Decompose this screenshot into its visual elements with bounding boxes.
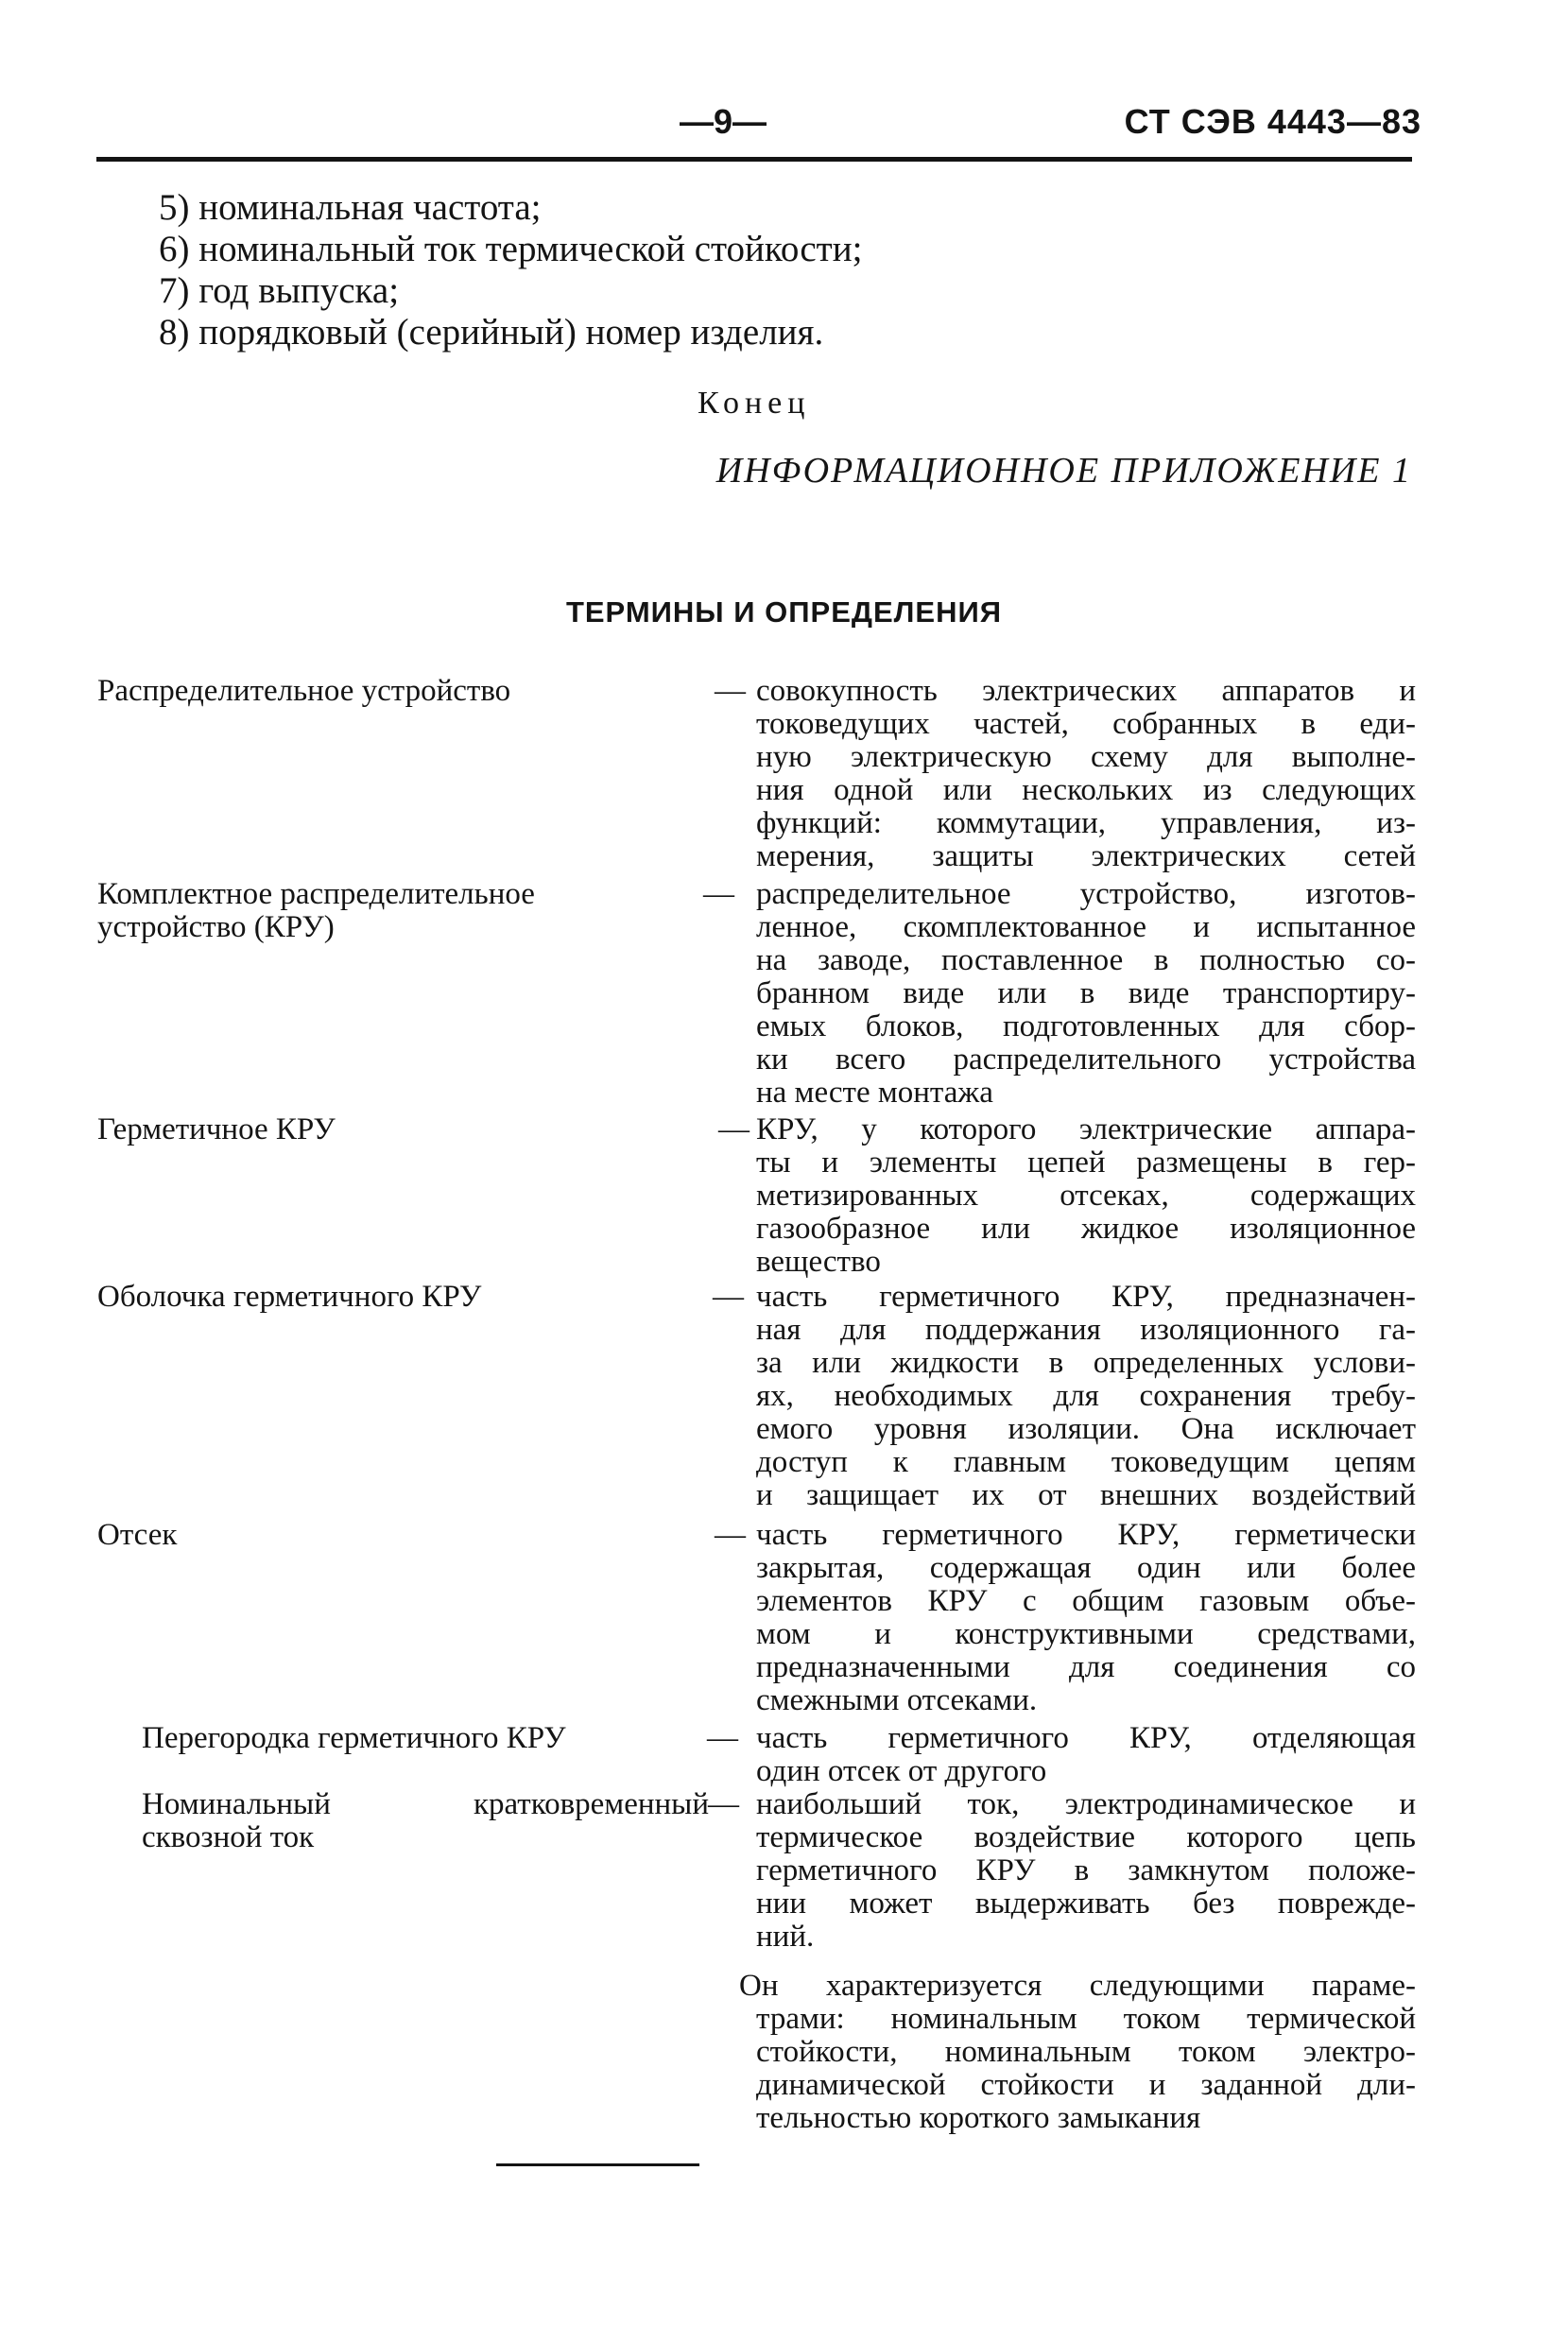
term-line-text: Номинальный кратковременный (142, 1787, 709, 1821)
definition-line: ленное, скомплектованное и испытанное (756, 910, 1416, 944)
definition-line: емых блоков, подготовленных для сбор- (756, 1009, 1416, 1043)
dash-separator: — (715, 674, 746, 708)
header-rule (96, 157, 1412, 162)
term-partition: Перегородка герметичного КРУ (142, 1721, 566, 1755)
term-switchgear: Распределительное устройство (97, 674, 511, 708)
term-line: устройство (КРУ) (97, 910, 335, 944)
definition-switchgear (756, 675, 1416, 873)
definition-line: ния одной или нескольких из следующих (756, 773, 1416, 807)
list-item: 8) порядковый (серийный) номер изделия. (159, 312, 824, 353)
definition-line: КРУ, у которого электрические аппара- (756, 1112, 1416, 1146)
note-line: стойкости, номинальным током электро- (756, 2035, 1416, 2069)
note-line: тельностью короткого замыкания (756, 2101, 1201, 2135)
definition-line: ную электрическую схему для выполне- (756, 740, 1416, 774)
page-number: —9— (679, 102, 767, 141)
footnote-rule (496, 2163, 699, 2166)
definition-line: нии может выдерживать без поврежде- (756, 1887, 1416, 1921)
definition-line: метизированных отсеках, содержащих (756, 1179, 1416, 1213)
dash-separator: — (708, 1787, 739, 1821)
dash-separator: — (718, 1112, 750, 1146)
definition-line: емого уровня изоляции. Она исключает (756, 1412, 1416, 1446)
dash-separator: — (707, 1721, 738, 1755)
appendix-title: ИНФОРМАЦИОННОЕ ПРИЛОЖЕНИЕ 1 (715, 451, 1412, 491)
note-line: Он характеризуется следующими параме- (739, 1969, 1416, 2003)
term-compartment: Отсек (97, 1518, 178, 1552)
definition-line: мом и конструктивными средствами, (756, 1617, 1416, 1651)
definition-line: на заводе, поставленное в полностью со- (756, 943, 1416, 977)
document-code: СТ СЭВ 4443—83 (1124, 102, 1422, 141)
term-kru (97, 878, 664, 944)
term-line: сквозной ток (142, 1820, 315, 1854)
end-label: Конец (698, 386, 811, 421)
list-item: 7) год выпуска; (159, 270, 400, 311)
definition-partition (756, 1722, 1416, 1788)
definition-sealed-kru (756, 1113, 1416, 1279)
term-enclosure: Оболочка герметичного КРУ (97, 1280, 482, 1314)
definition-line: ная для поддержания изоляционного га- (756, 1313, 1416, 1347)
definition-line: распределительное устройство, изготов- (756, 877, 1416, 911)
definition-line: один отсек от другого (756, 1754, 1047, 1788)
dash-separator: — (715, 1518, 746, 1552)
definition-line: ях, необходимых для сохранения требу- (756, 1379, 1416, 1413)
term-line (142, 1788, 709, 1821)
definition-line: мерения, защиты электрических сетей (756, 839, 1416, 873)
note-paragraph (739, 1970, 1416, 2135)
definition-line: на месте монтажа (756, 1076, 993, 1110)
definition-kru (756, 878, 1416, 1110)
definition-line: герметичного КРУ в замкнутом положе- (756, 1853, 1416, 1887)
definition-line: газообразное или жидкое изоляционное (756, 1212, 1416, 1246)
definition-line: закрытая, содержащая один или более (756, 1551, 1416, 1585)
dash-separator: — (703, 877, 734, 911)
definition-line: за или жидкости в определенных услови- (756, 1346, 1416, 1380)
definition-line: часть герметичного КРУ, герметически (756, 1518, 1416, 1552)
definition-line: элементов КРУ с общим газовым объе- (756, 1584, 1416, 1618)
section-title: ТЕРМИНЫ И ОПРЕДЕЛЕНИЯ (565, 595, 1003, 629)
definition-enclosure (756, 1281, 1416, 1512)
note-line: динамической стойкости и заданной дли- (756, 2068, 1416, 2102)
definition-line: предназначенными для соединения со (756, 1650, 1416, 1684)
definition-line: ний. (756, 1920, 815, 1954)
definition-line: доступ к главным токоведущим цепям (756, 1445, 1416, 1479)
list-item: 5) номинальная частота; (159, 187, 542, 228)
definition-short-time-current (756, 1788, 1416, 1954)
note-line: трами: номинальным током термической (756, 2002, 1416, 2036)
definition-line: ты и элементы цепей размещены в гер- (756, 1146, 1416, 1180)
definition-line: совокупность электрических аппаратов и (756, 674, 1416, 708)
definition-compartment (756, 1519, 1416, 1717)
definition-line: ки всего распределительного устройства (756, 1042, 1416, 1077)
definition-line: бранном виде или в виде транспортиру- (756, 976, 1416, 1010)
definition-line: функций: коммутации, управления, из- (756, 806, 1416, 840)
definition-line: термическое воздействие которого цепь (756, 1820, 1416, 1854)
definition-line: и защищает их от внешних воздействий (756, 1478, 1416, 1512)
list-item: 6) номинальный ток термической стойкости; (159, 229, 863, 269)
definition-line: наибольший ток, электродинамическое и (756, 1787, 1416, 1821)
requirements-list (159, 187, 862, 353)
definition-line: часть герметичного КРУ, предназначен- (756, 1280, 1416, 1314)
definition-line: токоведущих частей, собранных в еди- (756, 707, 1416, 741)
term-sealed-kru: Герметичное КРУ (97, 1112, 336, 1146)
term-line: Комплектное распределительное (97, 877, 535, 911)
term-short-time-current (142, 1788, 709, 1854)
definition-line: вещество (756, 1245, 881, 1279)
definition-line: смежными отсеками. (756, 1683, 1038, 1717)
dash-separator: — (713, 1280, 744, 1314)
definition-line: часть герметичного КРУ, отделяющая (756, 1721, 1416, 1755)
